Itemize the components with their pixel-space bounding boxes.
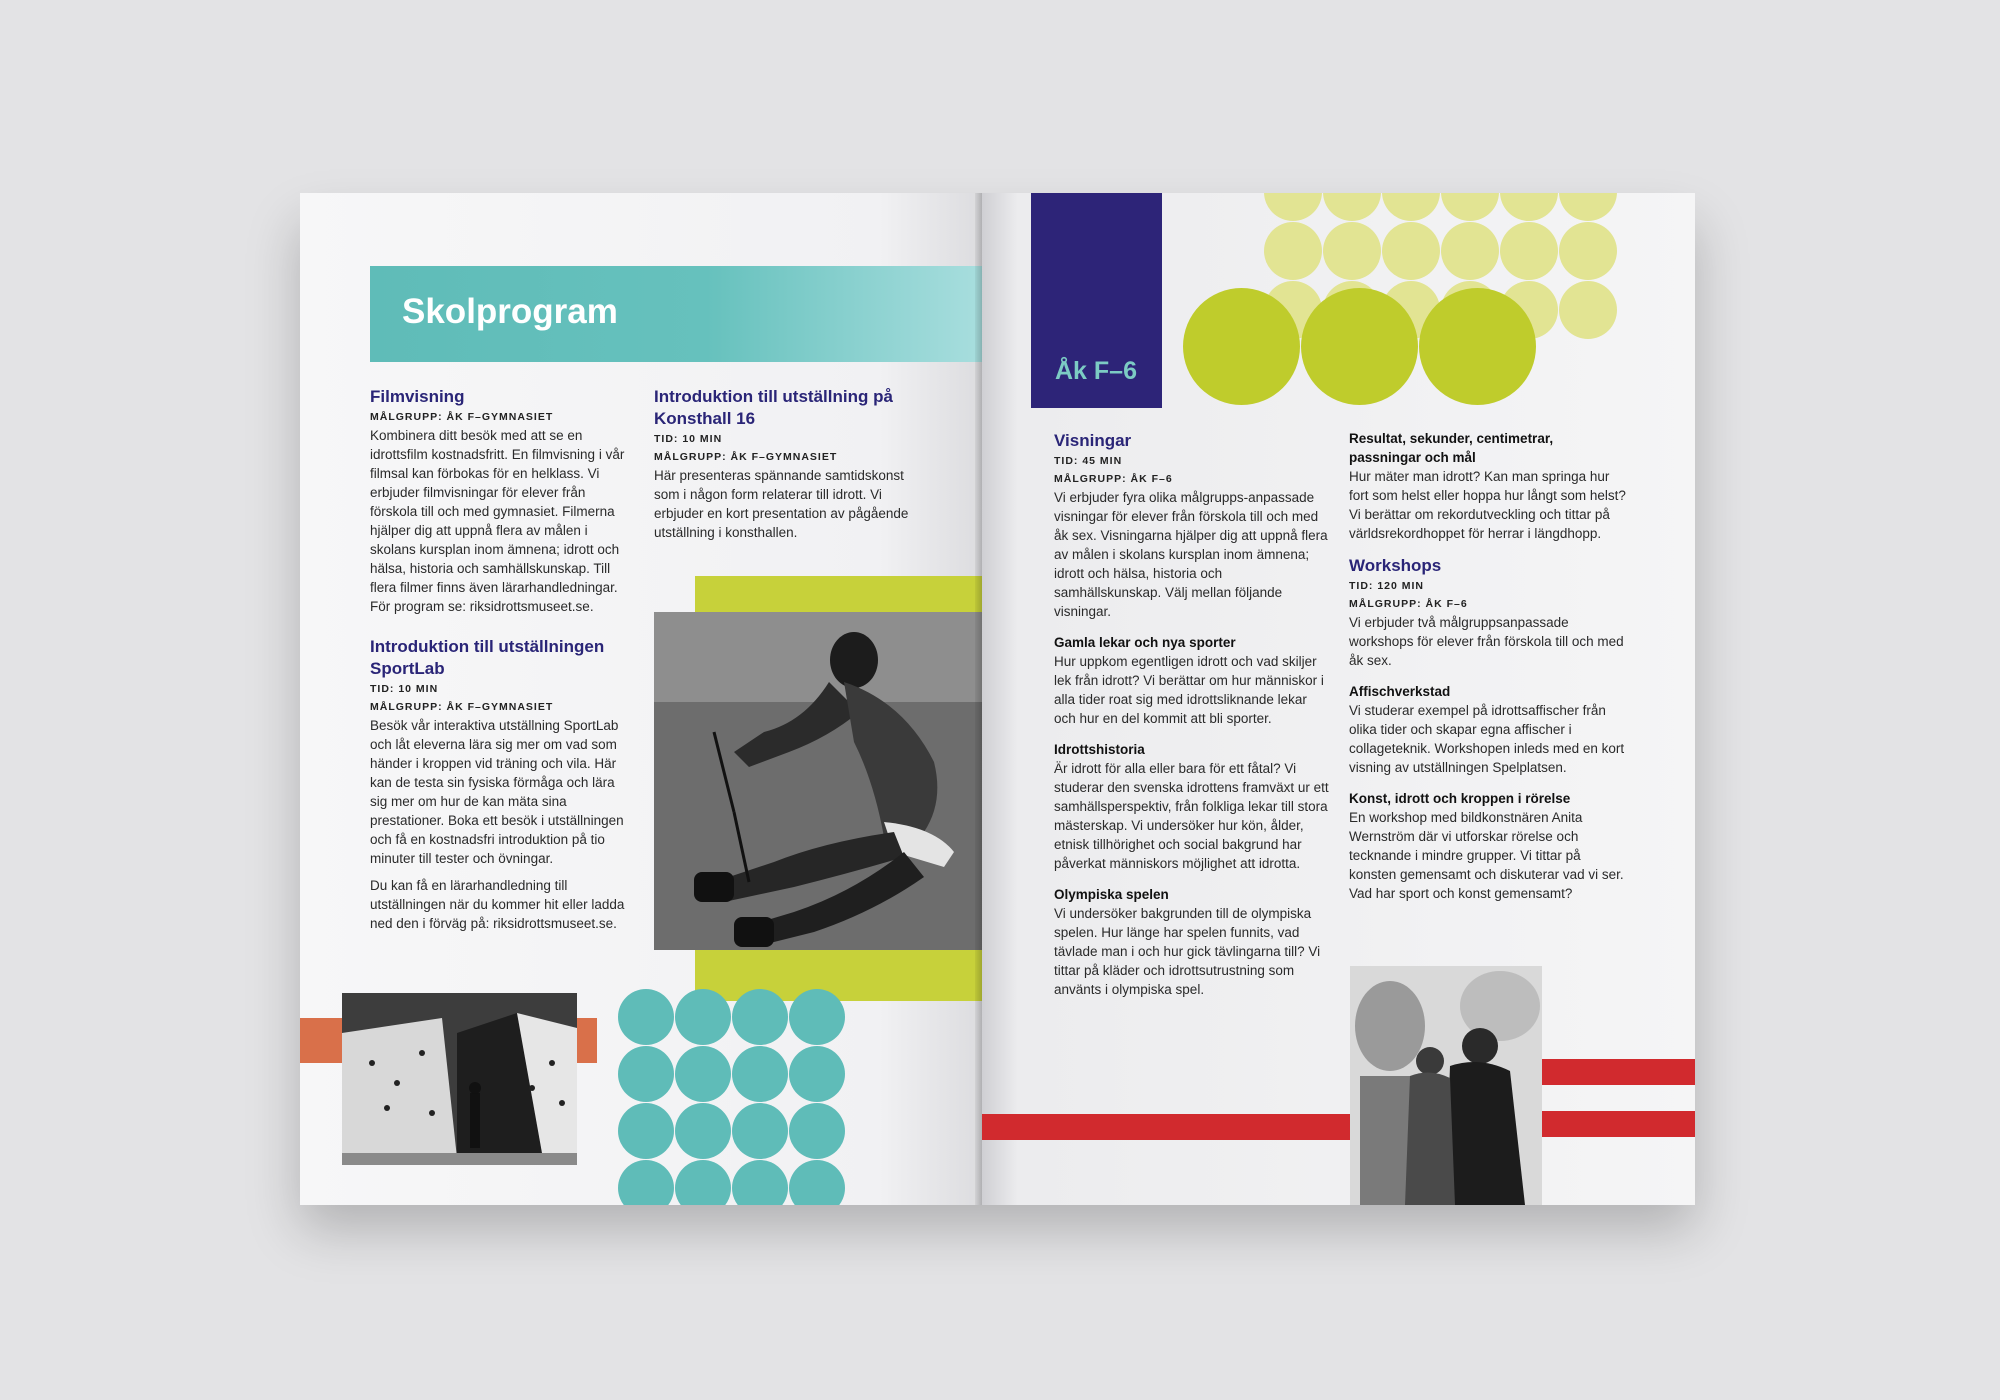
workshops-text: Vi erbjuder två målgruppsanpassade workshops för elever från förskola till och med åk sex. (1349, 615, 1624, 668)
pale-dot (1323, 193, 1381, 221)
right-page (982, 193, 1695, 1205)
teal-dot (675, 1046, 731, 1102)
pale-dot (1500, 222, 1558, 280)
banner-title: Skolprogram (402, 292, 618, 331)
red-stripe (1542, 1111, 1695, 1137)
teal-dot (732, 989, 788, 1045)
left-page (300, 193, 982, 1205)
pale-dot (1559, 193, 1617, 221)
pale-dot (1264, 222, 1322, 280)
pale-dot (1382, 193, 1440, 221)
workshops-malgrupp: MÅLGRUPP: ÅK F–6 (1349, 598, 1468, 610)
red-stripe (1542, 1059, 1695, 1085)
teal-dot (789, 1103, 845, 1159)
pale-dot (1323, 222, 1381, 280)
workshops-title: Workshops (1349, 556, 1442, 575)
lime-dot (1183, 288, 1300, 405)
sportlab-malgrupp: MÅLGRUPP: ÅK F–GYMNASIET (370, 701, 554, 713)
gamla-title: Gamla lekar och nya sporter (1054, 635, 1236, 650)
sportlab-title: Introduktion till utställningen SportLab (370, 637, 605, 678)
climbing-wall-photo (342, 993, 577, 1165)
wrestler-photo (654, 612, 982, 950)
teal-dot (732, 1046, 788, 1102)
climbing-wall-figure (342, 993, 577, 1165)
teal-dot (789, 1160, 845, 1205)
teal-dot (618, 1103, 674, 1159)
visningar-text: Vi erbjuder fyra olika målgrupps-anpassade visningar för elever från förskola till och med åk sex. Visningarna hjälper dig att uppnå flera av målen i skolans kursplan inom ämnena; idrott och hälsa, historia och samhällskunskap. Välj mellan följande visningar. (1054, 490, 1328, 619)
filmvisning-malgrupp: MÅLGRUPP: ÅK F–GYMNASIET (370, 411, 554, 423)
konsthall-text: Här presenteras spännande samtidskonst som i någon form relaterar till idrott. Vi erbjuder en kort presentation av pågående utställning i konsthallen. (654, 468, 909, 540)
column-two (1349, 429, 1627, 903)
lime-dot (1419, 288, 1536, 405)
pale-dot (1559, 222, 1617, 280)
filmvisning-section (370, 386, 632, 616)
konsthall-tid: TID: 10 MIN (654, 433, 723, 445)
teal-dot (675, 1160, 731, 1205)
section-block (1031, 193, 1162, 408)
teal-dot (675, 1103, 731, 1159)
affisch-title: Affischverkstad (1349, 684, 1451, 699)
sportlab-section (370, 636, 632, 933)
konsthall-malgrupp: MÅLGRUPP: ÅK F–GYMNASIET (654, 451, 838, 463)
pale-dot (1559, 281, 1617, 339)
historia-text: Är idrott för alla eller bara för ett fåtal? Vi studerar den svenska idrottens framväxt ur ett samhällsperspektiv, från folkliga lekar till stora mästerskap. Vi undersöker hur kön, ålder, etnisk tillhörighet och social bakgrund har påverkat människors möjlighet att idrotta. (1054, 761, 1329, 871)
olympiska-text: Vi undersöker bakgrunden till de olympiska spelen. Hur länge har spelen funnits, vad tävlade man i och hur gick tävlingarna till? Vi tittar på kläder och idrottsutrustning som använts i olympiska spel. (1054, 906, 1321, 997)
visningar-malgrupp: MÅLGRUPP: ÅK F–6 (1054, 473, 1173, 485)
gamla-text: Hur uppkom egentligen idrott och vad skiljer lek från idrott? Vi berättar om hur människor i alla tider roat sig med idrottsliknande lekar och hur en del kommit att bli sporter. (1054, 654, 1324, 726)
wrestler-figure (654, 612, 982, 950)
teal-dot (732, 1160, 788, 1205)
pale-dot (1441, 193, 1499, 221)
teal-dot (789, 1046, 845, 1102)
teal-dot (618, 989, 674, 1045)
pale-dot (1500, 193, 1558, 221)
teal-dot (789, 989, 845, 1045)
teal-dot (675, 989, 731, 1045)
historia-title: Idrottshistoria (1054, 742, 1145, 757)
pale-dot (1441, 222, 1499, 280)
konst-text: En workshop med bildkonstnären Anita Wernström där vi utforskar rörelse och tecknande i mindre grupper. Vi tittar på konsten gemensamt och diskuterar vad vi ser. Vad har sport och konst gemensamt? (1349, 810, 1624, 901)
red-stripe (982, 1114, 1352, 1140)
konst-title: Konst, idrott och kroppen i rörelse (1349, 791, 1571, 806)
filmvisning-text: Kombinera ditt besök med att se en idrottsfilm kostnadsfritt. En filmvisning i vår filmsal kan förbokas för en helklass. Vi erbjuder filmvisningar för elever från förskola till och med gymnasiet. Filmerna hjälper dig att uppnå flera av målen i skolans kursplan inom ämnena; idrott och hälsa, historia och samhällskunskap. Till flera filmer finns även lärarhandledningar. För program se: riksidrottsmuseet.se. (370, 428, 625, 614)
visningar-tid: TID: 45 MIN (1054, 455, 1123, 467)
filmvisning-title: Filmvisning (370, 387, 465, 406)
olympiska-title: Olympiska spelen (1054, 887, 1169, 902)
workshop-photo (1350, 966, 1542, 1205)
lime-dot (1301, 288, 1418, 405)
resultat-text: Hur mäter man idrott? Kan man springa hur fort som helst eller hoppa hur långt som helst? Vi berättar om rekordutveckling och tittar på världsrekordhoppet för herrar i längdhopp. (1349, 469, 1626, 541)
teal-dot (732, 1103, 788, 1159)
banner (370, 266, 982, 362)
visningar-section (1054, 430, 1330, 999)
sportlab-text2: Du kan få en lärarhandledning till utställningen när du kommer hit eller ladda ned den i förväg på: riksidrottsmuseet.se. (370, 878, 625, 931)
workshop-figure (1350, 966, 1542, 1205)
teal-dot (618, 1160, 674, 1205)
pale-dot (1382, 222, 1440, 280)
workshops-tid: TID: 120 MIN (1349, 580, 1425, 592)
affisch-text: Vi studerar exempel på idrottsaffischer från olika tider och skapar egna affischer i collageteknik. Workshopen inleds med en kort visning av utställningen Spelplatsen. (1349, 703, 1625, 775)
teal-dot (618, 1046, 674, 1102)
konsthall-title: Introduktion till utställning på Konsthall 16 (654, 387, 893, 428)
konsthall-section (654, 386, 929, 542)
pale-dot (1264, 193, 1322, 221)
resultat-title: Resultat, sekunder, centimetrar, passningar och mål (1349, 431, 1554, 465)
visningar-title: Visningar (1054, 431, 1132, 450)
section-title: Åk F–6 (1055, 357, 1137, 385)
sportlab-tid: TID: 10 MIN (370, 683, 439, 695)
sportlab-text: Besök vår interaktiva utställning SportLab och låt eleverna lära sig mer om vad som händer i kroppen vid träning och vila. Här kan de testa sin fysiska förmåga och lära sig mer om hur de kan mäta sina prestationer. Boka ett besök i utställningen och få en kostnadsfri introduktion på tio minuter till tester och övningar. (370, 718, 624, 866)
